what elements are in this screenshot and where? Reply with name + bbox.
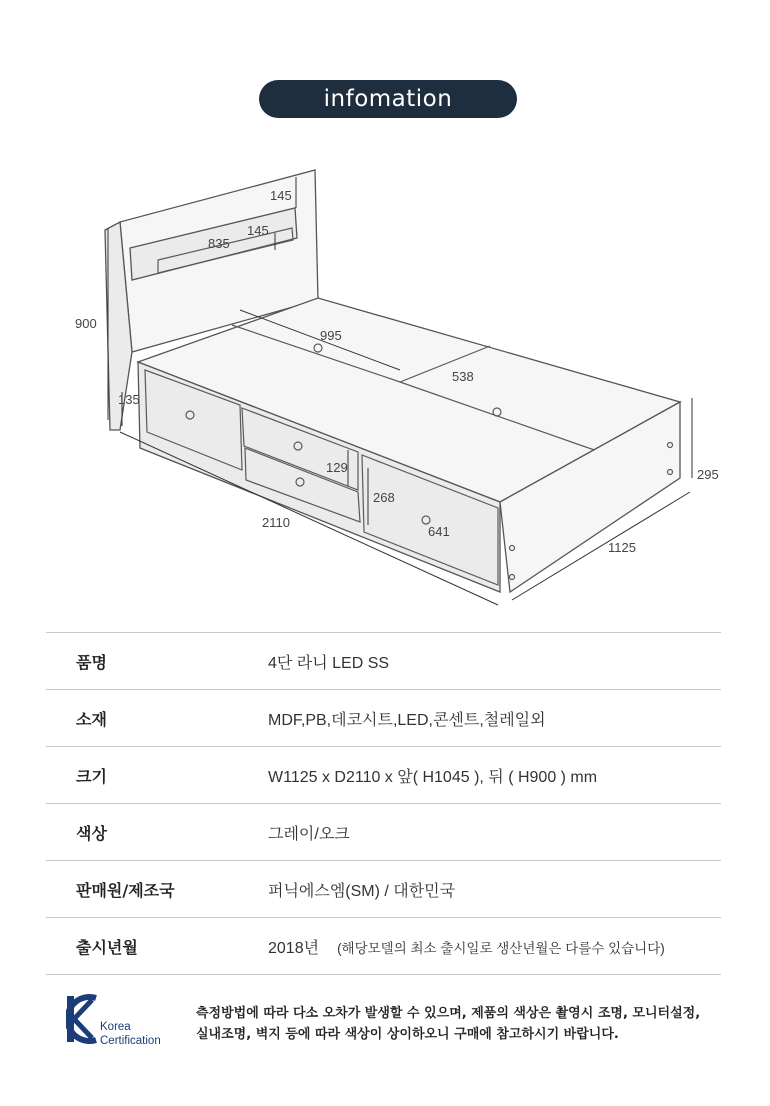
dim-2110: 2110 — [262, 515, 290, 530]
spec-table — [46, 632, 721, 975]
spec-value: W1125 x D2110 x 앞( H1045 ), 뒤 ( H900 ) mm — [267, 747, 721, 804]
table-row — [46, 747, 721, 804]
spec-note: (해당모델의 최소 출시일로 생산년월은 다를수 있습니다) — [337, 940, 665, 956]
dim-268: 268 — [373, 490, 395, 505]
spec-value: 4단 라니 LED SS — [267, 633, 721, 690]
spec-value: 퍼닉에스엠(SM) / 대한민국 — [267, 861, 721, 918]
spec-label: 판매원/제조국 — [46, 861, 267, 918]
spec-label: 품명 — [46, 633, 267, 690]
table-row — [46, 861, 721, 918]
kc-text-line1: Korea — [100, 1021, 131, 1033]
spec-label: 크기 — [46, 747, 267, 804]
disclaimer-text — [196, 1003, 736, 1045]
disclaimer-line2: 실내조명, 벽지 등에 따라 색상이 상이하오니 구매에 참고하시기 바랍니다. — [196, 1027, 619, 1042]
bed-drawing — [0, 130, 770, 630]
kc-text — [100, 1020, 161, 1048]
disclaimer-line1: 측정방법에 따라 다소 오차가 발생할 수 있으며, 제품의 색상은 촬영시 조명, 모니터설정, — [196, 1006, 701, 1021]
dim-129: 129 — [326, 460, 348, 475]
table-row — [46, 633, 721, 690]
bed-dimension-diagram — [0, 130, 770, 630]
spec-label: 색상 — [46, 804, 267, 861]
kc-text-line2: Certification — [100, 1035, 161, 1047]
spec-value: MDF,PB,데코시트,LED,콘센트,철레일외 — [267, 690, 721, 747]
dim-995: 995 — [320, 328, 342, 343]
dim-900: 900 — [75, 316, 97, 331]
dim-145-shelf: 145 — [247, 223, 269, 238]
spec-value: 그레이/오크 — [267, 804, 721, 861]
table-row — [46, 690, 721, 747]
table-row — [46, 804, 721, 861]
table-row — [46, 918, 721, 975]
spec-value: 2018년 (해당모델의 최소 출시일로 생산년월은 다를수 있습니다) — [267, 918, 721, 975]
dim-145-top: 145 — [270, 188, 292, 203]
dim-1125: 1125 — [608, 540, 636, 555]
dim-835: 835 — [208, 236, 230, 251]
dim-135: 135 — [118, 392, 140, 407]
dim-538: 538 — [452, 369, 474, 384]
section-title: infomation — [323, 86, 453, 112]
spec-label: 소재 — [46, 690, 267, 747]
dim-295: 295 — [697, 467, 719, 482]
spec-label: 출시년월 — [46, 918, 267, 975]
dim-641: 641 — [428, 524, 450, 539]
section-title-pill — [259, 80, 517, 118]
